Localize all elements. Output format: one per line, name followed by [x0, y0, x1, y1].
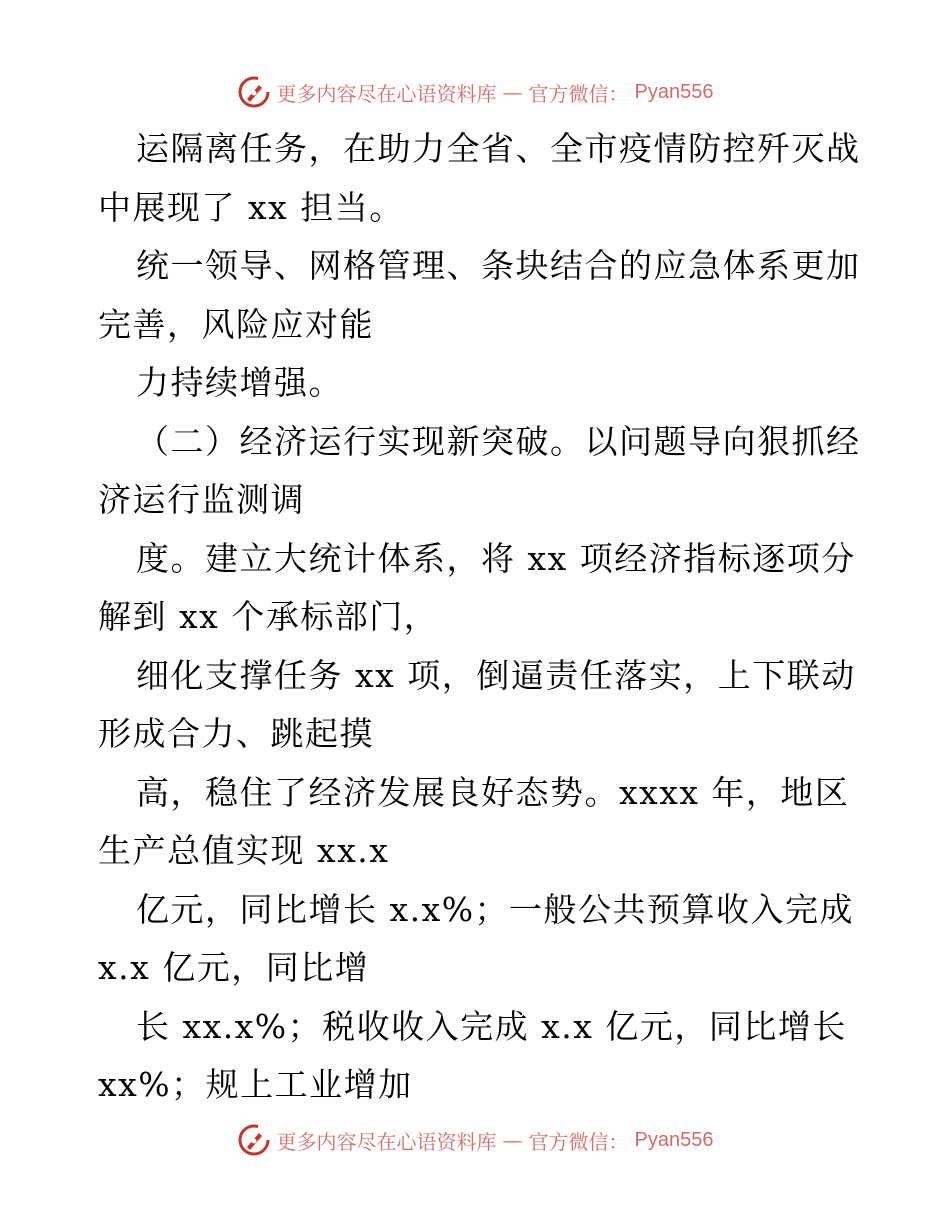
body-line: 运隔离任务，在助力全省、全市疫情防控歼灭战 [136, 129, 861, 168]
body-line: 统一领导、网格管理、条块结合的应急体系更加 [136, 246, 861, 285]
body-line: 细化支撑任务 xx 项，倒逼责任落实，上下联动 [136, 655, 856, 695]
pen-logo-icon [237, 75, 271, 109]
body-line: 亿元，同比增长 x.x%；一般公共预算收入完成 [136, 889, 855, 929]
body-line: 生产总值实现 xx.x [98, 831, 390, 870]
body-line: 完善，风险应对能 [98, 304, 374, 344]
body-line: 济运行监测调 [98, 480, 305, 519]
header-banner [237, 75, 714, 109]
page-header [0, 72, 950, 112]
body-line: 解到 xx 个承标部门， [98, 597, 439, 636]
document-body [98, 120, 861, 1115]
header-banner-text: 更多内容尽在心语资料库 [276, 81, 497, 106]
body-line: xx%；规上工业增加 [98, 1065, 413, 1104]
footer-banner [237, 1123, 714, 1157]
body-line: （二）经济运行实现新突破。以问题导向狠抓经 [136, 421, 861, 461]
header-wechat-id: Pyan556 [634, 80, 714, 103]
footer-wechat-label: 官方微信： [528, 1129, 629, 1154]
body-line: x.x 亿元，同比增 [98, 948, 370, 987]
body-line: 形成合力、跳起摸 [98, 714, 374, 753]
footer-separator: — [502, 1128, 523, 1152]
page-footer [0, 1120, 950, 1160]
pen-logo-icon [237, 1123, 271, 1157]
header-separator: — [502, 80, 523, 104]
header-wechat-label: 官方微信： [528, 81, 629, 106]
body-line: 长 xx.x%；税收收入完成 x.x 亿元，同比增长 [136, 1006, 847, 1046]
footer-wechat-id: Pyan556 [634, 1128, 714, 1151]
footer-banner-text: 更多内容尽在心语资料库 [276, 1129, 497, 1154]
body-line: 中展现了 xx 担当。 [98, 187, 404, 227]
body-line: 力持续增强。 [136, 363, 343, 402]
body-line: 高，稳住了经济发展良好态势。xxxx 年，地区 [136, 772, 850, 812]
body-line: 度。建立大统计体系，将 xx 项经济指标逐项分 [136, 538, 856, 578]
